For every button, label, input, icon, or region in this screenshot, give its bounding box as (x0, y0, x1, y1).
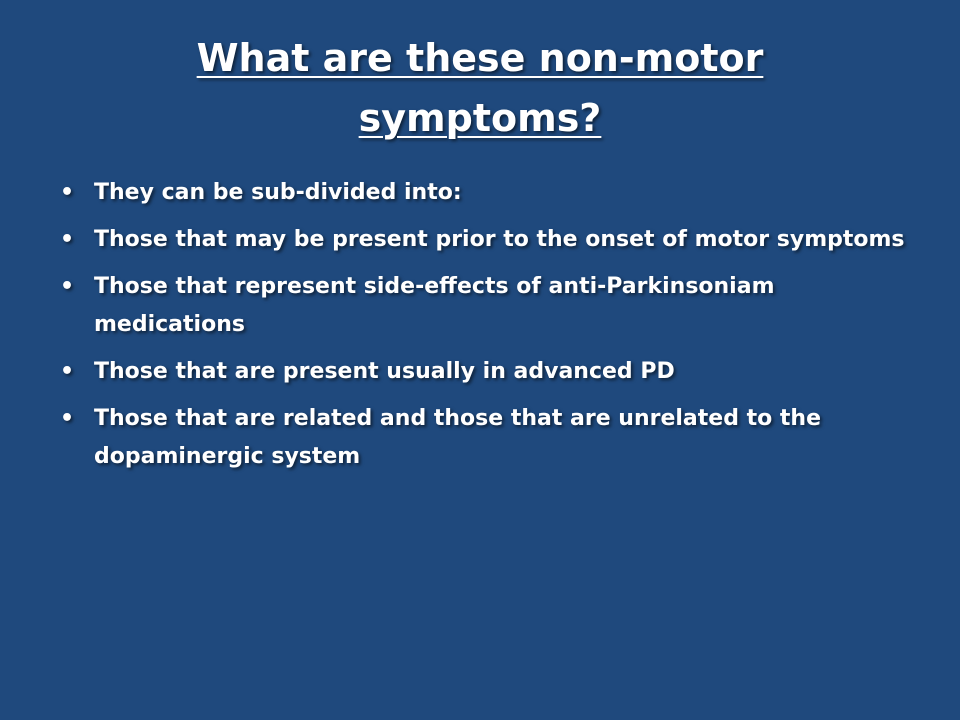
slide-title (90, 28, 870, 148)
bullet-item (60, 174, 920, 212)
bullet-item (60, 221, 920, 259)
bullet-marker: • (60, 274, 75, 299)
bullet-item (60, 353, 920, 391)
bullet-item (60, 400, 920, 476)
bullet-marker: • (60, 406, 75, 431)
bullet-list (60, 174, 920, 485)
bullet-item (60, 268, 920, 344)
bullet-marker: • (60, 359, 75, 384)
bullet-text: Those that may be present prior to the onset of motor symptoms (94, 227, 905, 252)
bullet-marker: • (60, 227, 75, 252)
bullet-text: Those that are related and those that are unrelated to the dopaminergic system (94, 406, 822, 469)
bullet-text: Those that are present usually in advanced PD (94, 359, 675, 384)
slide-title-line-2: symptoms? (358, 96, 602, 140)
bullet-text: They can be sub-divided into: (94, 180, 462, 205)
bullet-text: Those that represent side-effects of anti-Parkinsoniam medications (94, 274, 775, 337)
bullet-marker: • (60, 180, 75, 205)
slide-title-line-1: What are these non-motor (196, 36, 764, 80)
